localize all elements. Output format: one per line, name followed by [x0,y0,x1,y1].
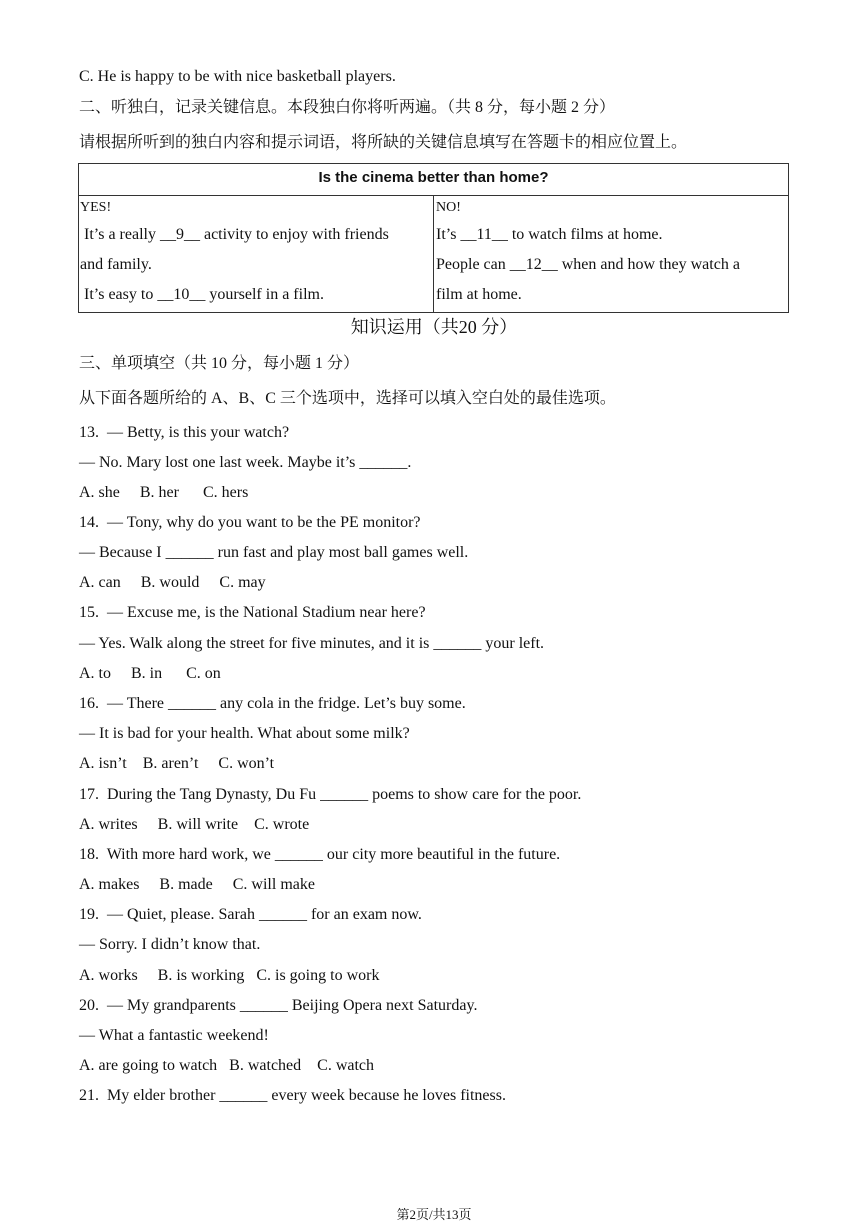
table-right-line2: People can __12__ when and how they watch a [436,256,740,273]
question-options: A. makes B. made C. will make [79,876,315,893]
page-number: 第2页/共13页 [396,1207,472,1222]
question-options: A. are going to watch B. watched C. watch [79,1057,375,1074]
table-title: Is the cinema better than home? [79,164,788,196]
question-line: 14. — Tony, why do you want to be the PE monitor? [79,514,421,531]
table-left-header: YES! [80,200,112,215]
table-right-line3: film at home. [436,286,522,303]
section2-heading: 二、听独白，记录关键信息。本段独白你将听两遍。（共 8 分，每小题 2 分） [79,99,616,116]
question-options: A. can B. would C. may [79,574,266,591]
question-line: 21. My elder brother ______ every week because he loves fitness. [79,1087,506,1104]
question-line: 19. — Quiet, please. Sarah ______ for an exam now. [79,906,422,923]
table-left-line3: It’s easy to __10__ yourself in a film. [80,286,324,303]
question-line: — No. Mary lost one last week. Maybe it’s ______. [79,454,412,471]
question-options: A. to B. in C. on [79,665,221,682]
table-divider [433,196,434,313]
question-line: 17. During the Tang Dynasty, Du Fu ______ poems to show care for the poor. [79,786,582,803]
question-options: A. she B. her C. hers [79,484,249,501]
table-right-line1: It’s __11__ to watch films at home. [436,226,663,243]
question-options: A. isn’t B. aren’t C. won’t [79,755,275,772]
question-line: — What a fantastic weekend! [79,1027,269,1044]
question-option-c: C. He is happy to be with nice basketball players. [79,68,396,85]
section2-instruction: 请根据所听到的独白内容和提示词语，将所缺的关键信息填写在答题卡的相应位置上。 [79,134,688,151]
key-info-table [78,163,789,313]
question-options: A. works B. is working C. is going to work [79,967,380,984]
table-left-line1: It’s a really __9__ activity to enjoy with friends [80,226,389,243]
question-line: — Sorry. I didn’t know that. [79,936,261,953]
section3-instruction: 从下面各题所给的 A、B、C 三个选项中，选择可以填入空白处的最佳选项。 [79,390,616,407]
question-line: — It is bad for your health. What about some milk? [79,725,410,742]
table-left-line2: and family. [80,256,152,273]
question-line: 18. With more hard work, we ______ our city more beautiful in the future. [79,846,561,863]
question-line: 15. — Excuse me, is the National Stadium near here? [79,604,426,621]
question-options: A. writes B. will write C. wrote [79,816,310,833]
question-line: 16. — There ______ any cola in the fridge. Let’s buy some. [79,695,466,712]
question-line: — Because I ______ run fast and play most ball games well. [79,544,469,561]
question-line: — Yes. Walk along the street for five minutes, and it is ______ your left. [79,635,545,652]
question-line: 13. — Betty, is this your watch? [79,424,290,441]
part-title: 知识运用（共20 分） [350,317,518,337]
question-line: 20. — My grandparents ______ Beijing Opera next Saturday. [79,997,478,1014]
table-right-header: NO! [436,200,461,215]
section3-heading: 三、单项填空（共 10 分，每小题 1 分） [79,355,360,372]
